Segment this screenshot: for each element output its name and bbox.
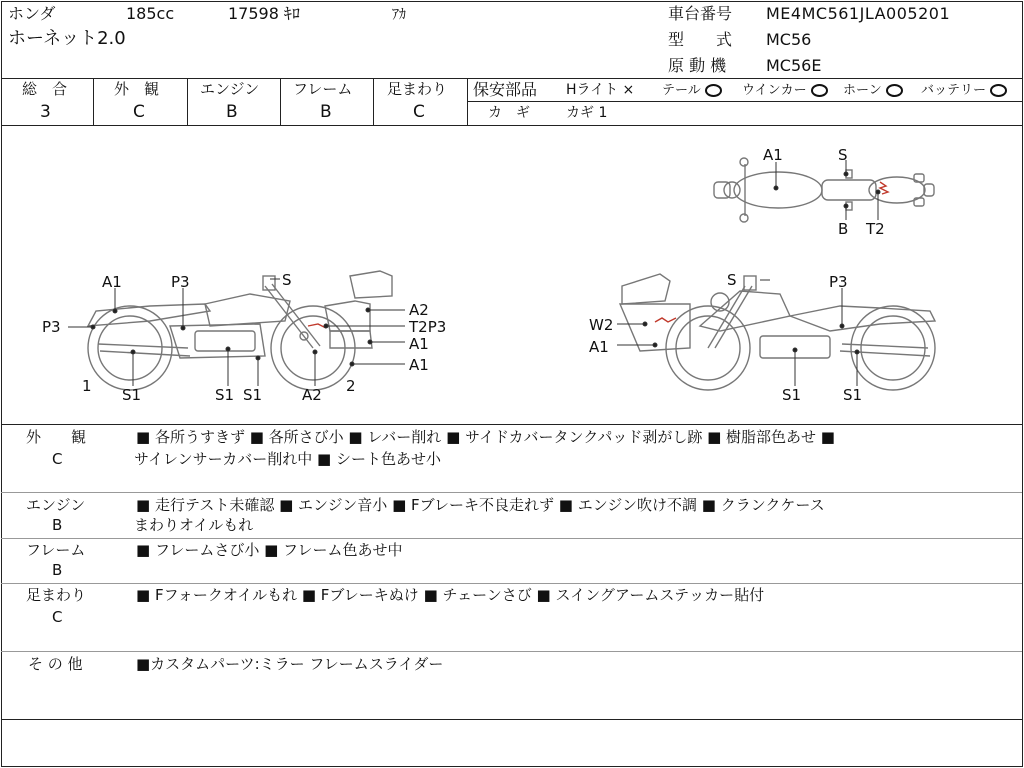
left-side-bike-icon: [88, 271, 392, 390]
remark-label-engine: エンジン: [26, 496, 86, 514]
right-side-bike-icon: [620, 274, 935, 390]
remark-grade-engine: B: [52, 516, 63, 534]
remark-text-other: ■カスタムパーツ:ミラー フレームスライダー: [136, 655, 444, 673]
divider: [280, 78, 281, 125]
left-label-a1-r1: A1: [409, 335, 429, 353]
grade-value-overall: 3: [40, 102, 51, 122]
damage-mark-icon: [655, 318, 676, 322]
safety-label: 保安部品: [473, 80, 538, 99]
grade-value-suspension: C: [413, 102, 425, 122]
left-label-p3-left: P3: [42, 318, 61, 336]
engine-code: MC56E: [766, 56, 822, 75]
left-label-p3-top: P3: [171, 273, 190, 291]
left-label-a2-bottom: A2: [302, 386, 322, 404]
remark-label-exterior: 外 観: [26, 428, 87, 446]
ok-circle-icon: [811, 84, 828, 97]
top-label-a1: A1: [763, 146, 783, 164]
left-label-a1: A1: [102, 273, 122, 291]
headlight-status: Hライト ×: [566, 82, 635, 98]
ok-circle-icon: [705, 84, 722, 97]
battery-status: バッテリー: [921, 84, 1007, 97]
grade-value-frame: B: [320, 102, 332, 122]
right-label-w2: W2: [589, 316, 614, 334]
right-label-p3: P3: [829, 273, 848, 291]
tail-status: テール: [662, 84, 722, 97]
remark-text-engine-2: まわりオイルもれ: [134, 516, 254, 534]
damage-mark-icon: [880, 182, 888, 194]
divider: [468, 101, 1022, 102]
left-label-t2p3: T2P3: [409, 318, 447, 336]
divider: [93, 78, 94, 125]
engine-label: 原 動 機: [668, 56, 727, 75]
top-label-s: S: [838, 146, 848, 164]
grade-label-exterior: 外 観: [114, 80, 160, 98]
divider: [467, 78, 468, 125]
remark-grade-suspension: C: [52, 608, 63, 626]
body-color: ｱｶ: [392, 7, 406, 23]
remark-text-suspension: ■ Fフォークオイルもれ ■ Fブレーキぬけ ■ チェーンさび ■ スイングアームステッカー貼付: [136, 586, 765, 604]
model-name: ホーネット2.0: [8, 28, 126, 49]
damage-mark-icon: [308, 324, 326, 328]
left-label-2: 2: [346, 377, 356, 395]
ok-circle-icon: [886, 84, 903, 97]
divider: [187, 78, 188, 125]
remark-text-frame: ■ フレームさび小 ■ フレーム色あせ中: [136, 541, 403, 559]
key-value: カギ 1: [566, 105, 608, 121]
divider: [1, 424, 1022, 425]
left-label-a2-right: A2: [409, 301, 429, 319]
right-label-s1-b: S1: [843, 386, 863, 404]
top-view-bike-icon: [714, 158, 934, 222]
remark-text-engine: ■ 走行テスト未確認 ■ エンジン音小 ■ Fブレーキ不良走れず ■ エンジン吹け不調 ■ クランクケース: [136, 496, 825, 514]
grade-value-engine: B: [226, 102, 238, 122]
ok-circle-icon: [990, 84, 1007, 97]
remark-text-exterior: ■ 各所うすきず ■ 各所さび小 ■ レバー削れ ■ サイドカバータンクパッド剥がし跡 ■ 樹脂部色あせ ■: [136, 428, 835, 446]
grade-label-overall: 総 合: [22, 80, 68, 98]
remark-text-exterior-2: サイレンサーカバー削れ中 ■ シート色あせ小: [134, 450, 441, 468]
key-label: カ ギ: [488, 105, 530, 121]
frame-no-label: 車台番号: [668, 4, 733, 23]
remark-label-frame: フレーム: [26, 541, 86, 559]
remark-grade-exterior: C: [52, 450, 63, 468]
winker-status: ウインカー: [742, 84, 828, 97]
right-label-s1-a: S1: [782, 386, 802, 404]
divider: [373, 78, 374, 125]
left-label-s1-b: S1: [215, 386, 235, 404]
displacement: 185cc: [126, 4, 175, 23]
divider: [1, 651, 1022, 652]
left-label-s: S: [282, 271, 292, 289]
horn-status: ホーン: [843, 84, 903, 97]
left-label-1: 1: [82, 377, 92, 395]
left-label-s1-a: S1: [122, 386, 142, 404]
model-code: MC56: [766, 30, 812, 49]
mileage: 17598 ｷﾛ: [228, 4, 300, 23]
grade-label-frame: フレーム: [293, 80, 353, 98]
remark-label-suspension: 足まわり: [26, 586, 87, 604]
divider: [1, 583, 1022, 584]
grade-label-suspension: 足まわり: [387, 80, 448, 98]
motorcycle-diagram: [0, 126, 1024, 424]
left-label-a1-r2: A1: [409, 356, 429, 374]
top-label-t2: T2: [866, 220, 885, 238]
model-code-label: 型 式: [668, 30, 733, 49]
maker: ホンダ: [8, 4, 56, 23]
grade-value-exterior: C: [133, 102, 145, 122]
grade-label-engine: エンジン: [200, 80, 260, 98]
left-label-s1-c: S1: [243, 386, 263, 404]
remark-grade-frame: B: [52, 561, 63, 579]
right-label-s: S: [727, 271, 737, 289]
remark-label-other: そ の 他: [28, 655, 83, 673]
right-label-a1: A1: [589, 338, 609, 356]
top-label-b: B: [838, 220, 849, 238]
divider: [1, 538, 1022, 539]
frame-no: ME4MC561JLA005201: [766, 4, 951, 23]
divider: [1, 492, 1022, 493]
divider: [1, 719, 1022, 720]
divider: [1, 78, 1022, 79]
